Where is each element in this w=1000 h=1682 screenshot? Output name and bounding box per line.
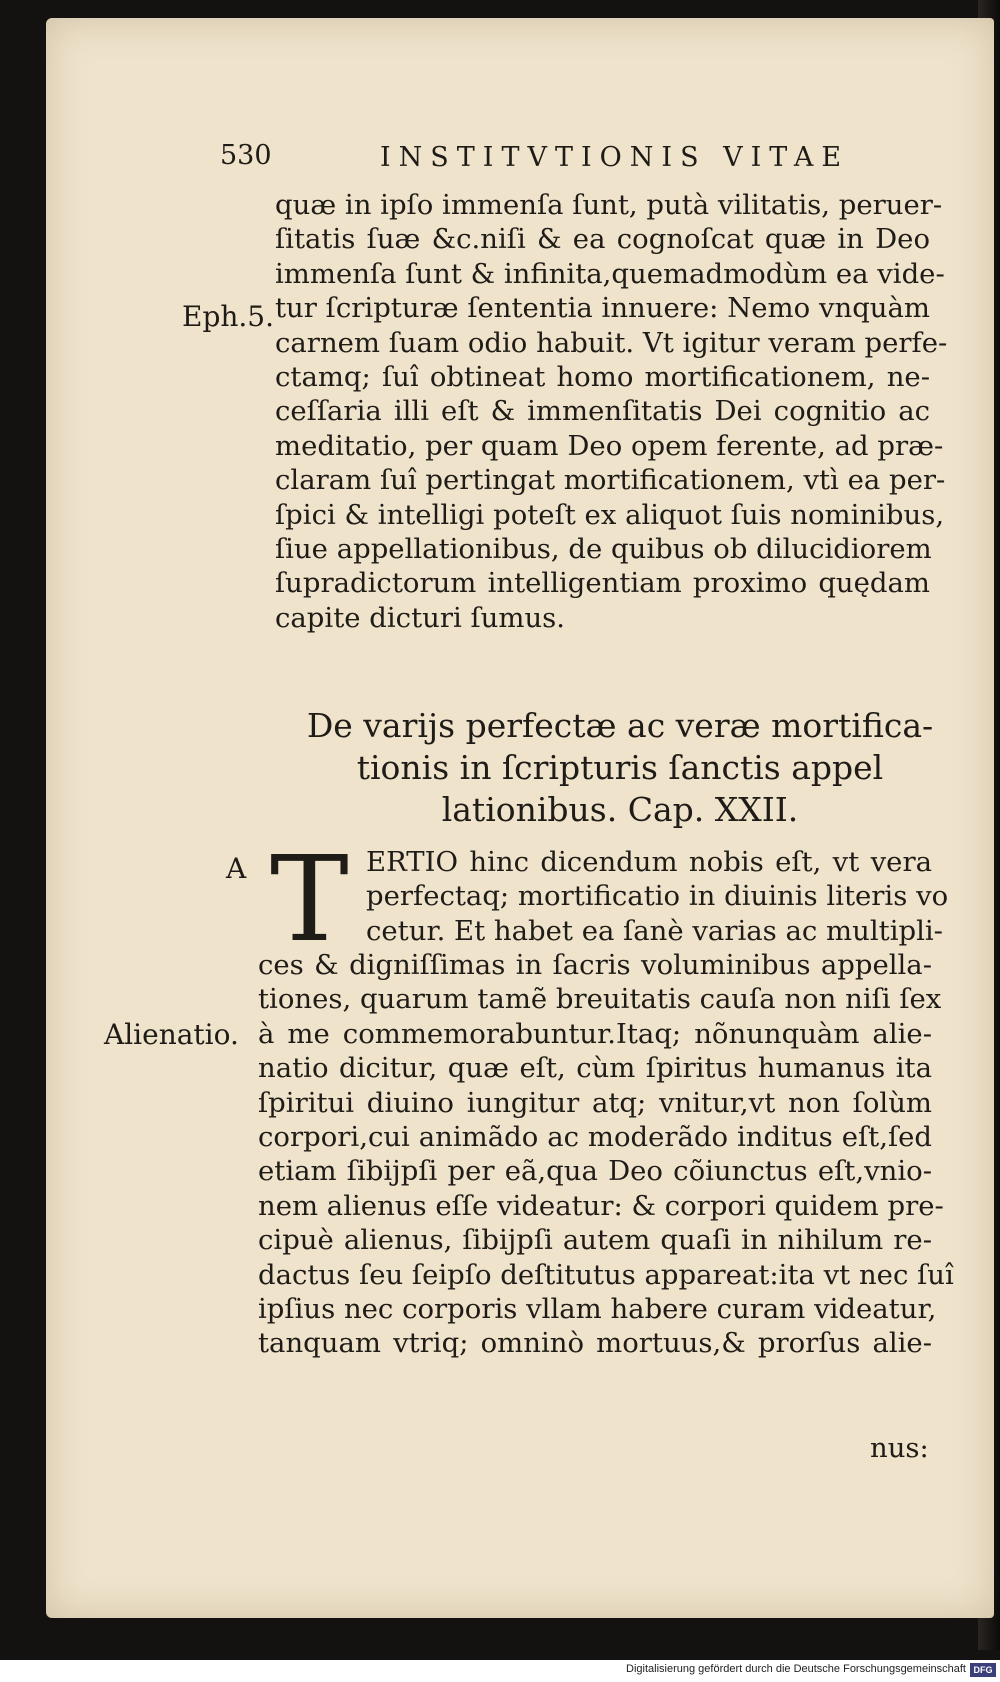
- drop-cap: T: [270, 830, 349, 968]
- text-line: quæ in ipſo immenſa ſunt, putà vilitatis, peruer-: [275, 189, 943, 221]
- text-line: ſpici & intelligi poteſt ex aliquot ſuis nominibus,: [275, 498, 945, 531]
- text-line: ERTIO hinc dicendum nobis eſt, vt vera: [366, 846, 932, 878]
- text-line: etiam ſibijpſi per eã,qua Deo cõiunctus eſt,vnio-: [258, 1155, 932, 1188]
- text-line: ctamq; ſuî obtineat homo mortificationem, ne-: [275, 361, 930, 394]
- heading-line: tionis in ſcripturis ſanctis appel: [356, 748, 884, 787]
- text-line: perfectaq; mortificatio in diuinis literis vo: [366, 880, 949, 913]
- heading-line: De varijs perfectæ ac veræ mortifica-: [306, 706, 934, 745]
- text-line: nem alienus eſſe videatur: & corpori quidem pre-: [258, 1189, 944, 1222]
- text-line: carnem ſuam odio habuit. Vt igitur veram perfe-: [275, 326, 948, 359]
- margin-note-eph: Eph.5.: [182, 300, 275, 333]
- dfg-logo-icon: DFG: [970, 1663, 996, 1677]
- text-line: tanquam vtriq; omninò mortuus,& prorſus alie-: [258, 1327, 932, 1360]
- text-line: ceſſaria illi eſt & immenſitatis Dei cognitio ac: [275, 395, 930, 428]
- text-line: dactus ſeu ſeipſo deſtitutus appareat:ita vt nec ſuî: [258, 1258, 954, 1291]
- text-line: capite dicturi ſumus.: [275, 601, 566, 634]
- text-line: claram ſuî pertingat mortificationem, vtì ea per-: [275, 464, 946, 497]
- text-line: cipuè alienus, ſibijpſi autem quaſi in nihilum re-: [258, 1224, 932, 1257]
- text-line: natio dicitur, quæ eſt, cùm ſpiritus humanus ita: [258, 1052, 932, 1085]
- text-line: ſiue appellationibus, de quibus ob dilucidiorem: [275, 533, 932, 566]
- text-line: corpori,cui animãdo ac moderãdo inditus eſt,ſed: [258, 1121, 932, 1154]
- funding-credit: Digitalisierung gefördert durch die Deutsche Forschungsgemeinschaft: [626, 1663, 966, 1675]
- margin-note-section-a: A: [226, 852, 247, 885]
- text-line: ſitatis ſuæ &c.niſi & ea cognoſcat quæ in Deo: [275, 223, 930, 256]
- paragraph-2-body: [258, 948, 954, 1361]
- text-line: ſpiritui diuino iungitur atq; vnitur,vt non ſolùm: [258, 1086, 932, 1119]
- digitization-footer: [0, 1660, 1000, 1682]
- text-line: tiones, quarum tamẽ breuitatis cauſa non niſi ſex: [258, 983, 942, 1016]
- running-title: INSTITVTIONIS VITAE: [380, 142, 850, 173]
- paragraph-2-opening: [366, 845, 949, 948]
- text-line: meditatio, per quam Deo opem ferente, ad præ-: [275, 429, 944, 462]
- chapter-heading: [300, 705, 940, 831]
- text-line: à me commemorabuntur.Itaq; nõnunquàm alie-: [258, 1017, 932, 1050]
- text-line: cetur. Et habet ea ſanè varias ac multipli-: [366, 914, 943, 947]
- catchword: nus:: [870, 1432, 929, 1464]
- text-line: ſupradictorum intelligentiam proximo quędam: [275, 567, 930, 600]
- paragraph-1: [275, 188, 948, 635]
- page-number: 530: [220, 140, 272, 171]
- page-header: [220, 140, 940, 180]
- heading-line: lationibus. Cap. XXII.: [441, 790, 799, 829]
- text-line: tur ſcripturæ ſententia innuere: Nemo vnquàm: [275, 292, 930, 325]
- margin-note-alienatio: Alienatio.: [104, 1018, 239, 1051]
- text-line: ipſius nec corporis vllam habere curam videatur,: [258, 1293, 937, 1326]
- text-line: immenſa ſunt & infinita,quemadmodùm ea vide-: [275, 257, 945, 290]
- text-line: ces & digniſſimas in ſacris voluminibus appella-: [258, 949, 932, 981]
